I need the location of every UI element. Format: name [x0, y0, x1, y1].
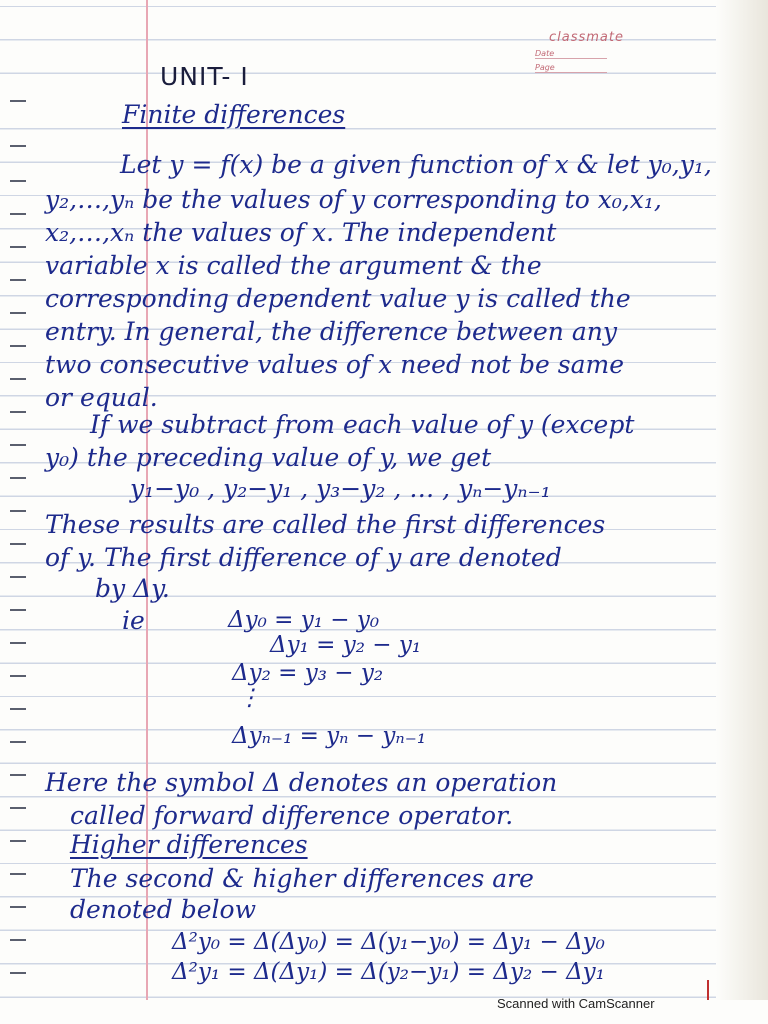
margin-dash: [10, 939, 26, 941]
margin-dash: [10, 213, 26, 215]
margin-dash: [10, 145, 26, 147]
text-line: two consecutive values of x need not be same: [45, 350, 624, 379]
equation: Δy₀ = y₁ − y₀: [228, 607, 380, 633]
equation: Δ²y₀ = Δ(Δy₀) = Δ(y₁−y₀) = Δy₁ − Δy₀: [172, 929, 605, 955]
margin-dash: [10, 609, 26, 611]
text-line: variable x is called the argument & the: [45, 251, 542, 280]
margin-dash: [10, 510, 26, 512]
equation: Δyₙ₋₁ = yₙ − yₙ₋₁: [232, 723, 427, 749]
equation-ellipsis: ⋮: [238, 685, 261, 711]
section-subheading: Higher differences: [70, 830, 308, 859]
text-line: of y. The first difference of y are denoted: [45, 543, 562, 572]
text-line: Here the symbol Δ denotes an operation: [45, 768, 558, 797]
difference-sequence: y₁−y₀ , y₂−y₁ , y₃−y₂ , … , yₙ−yₙ₋₁: [130, 474, 551, 503]
margin-dash: [10, 378, 26, 380]
text-line: Let y = f(x) be a given function of x & let y₀,y₁,: [120, 150, 712, 179]
margin-dash: [10, 873, 26, 875]
margin-dash: [10, 708, 26, 710]
margin-dash: [10, 246, 26, 248]
page-field: Page: [535, 63, 607, 73]
margin-dash: [10, 807, 26, 809]
margin-dash: [10, 576, 26, 578]
text-line: If we subtract from each value of y (except: [90, 410, 635, 439]
equation: Δ²y₁ = Δ(Δy₁) = Δ(y₂−y₁) = Δy₂ − Δy₁: [172, 959, 605, 985]
text-line: or equal.: [45, 383, 158, 412]
text-line: x₂,…,xₙ the values of x. The independent: [45, 218, 557, 247]
date-field: Date: [535, 49, 607, 59]
margin-dash: [10, 100, 26, 102]
text-line: called forward difference operator.: [70, 801, 514, 830]
text-line: The second & higher differences are: [70, 864, 534, 893]
margin-dash: [10, 477, 26, 479]
margin-dash: [10, 411, 26, 413]
margin-dash: [10, 444, 26, 446]
margin-dash: [10, 840, 26, 842]
ie-label: ie: [122, 606, 145, 635]
text-line: corresponding dependent value y is called the: [45, 284, 631, 313]
margin-dash: [10, 312, 26, 314]
margin-dash: [10, 543, 26, 545]
margin-dash: [10, 906, 26, 908]
margin-dash: [10, 972, 26, 974]
margin-dash: [10, 774, 26, 776]
margin-dash: [10, 675, 26, 677]
brand-name: classmate: [549, 30, 624, 45]
margin-dash: [10, 180, 26, 182]
text-line: denoted below: [70, 895, 256, 924]
text-line: by Δy.: [95, 574, 170, 603]
margin-dash: [10, 642, 26, 644]
page-corner-mark: [707, 980, 709, 1000]
margin-dash: [10, 741, 26, 743]
text-line: y₀) the preceding value of y, we get: [45, 443, 492, 472]
equation: Δy₁ = y₂ − y₁: [270, 632, 422, 658]
page-edge-shadow: [716, 0, 768, 1000]
text-line: y₂,…,yₙ be the values of y corresponding to x₀,x₁,: [45, 185, 662, 214]
topic-heading: Finite differences: [122, 100, 346, 129]
margin-dash: [10, 345, 26, 347]
scanner-watermark: Scanned with CamScanner: [497, 996, 655, 1011]
notebook-logo: [535, 30, 637, 73]
equation: Δy₂ = y₃ − y₂: [232, 660, 384, 686]
text-line: These results are called the first differences: [45, 510, 606, 539]
unit-heading: UNIT- I: [160, 62, 249, 91]
margin-dash: [10, 279, 26, 281]
text-line: entry. In general, the difference between any: [45, 317, 617, 346]
